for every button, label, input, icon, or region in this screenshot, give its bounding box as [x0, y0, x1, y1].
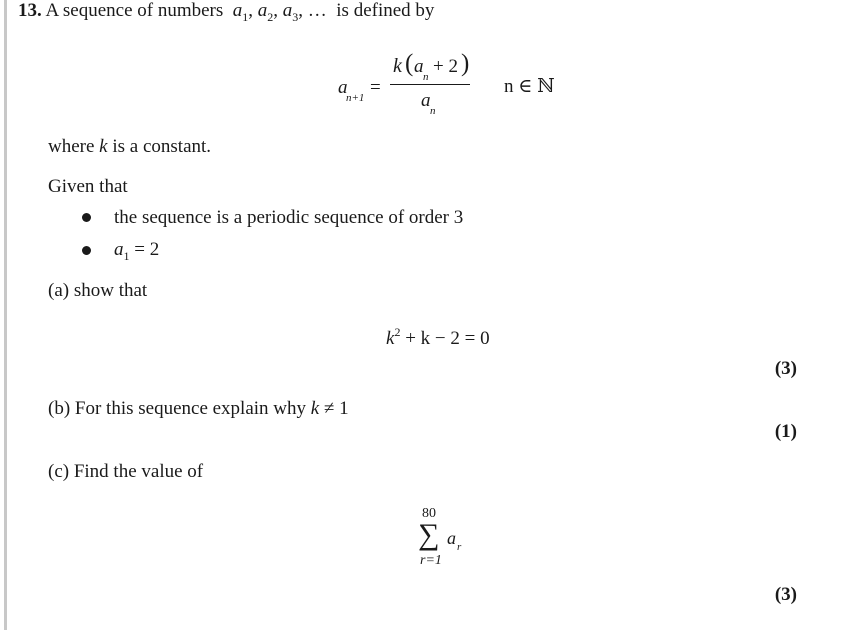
intro-prefix: A sequence of numbers [45, 0, 224, 21]
part-b-marks: (1) [774, 421, 797, 442]
domain-note: n ∈ ℕ [504, 76, 555, 97]
bullet-initial-term [114, 239, 159, 264]
sum-lower-limit: r=1 [420, 553, 442, 568]
part-b-label [48, 398, 349, 420]
sum-upper-limit: 80 [422, 506, 436, 521]
question-intro: 13. A sequence of numbers $a_1$, $a_2$, $a_3$, … is defined by [18, 0, 435, 24]
margin-rule [4, 0, 7, 630]
intro-ellipsis: … [307, 0, 327, 21]
numerator-plus-two: + 2 [433, 56, 458, 77]
constant-note-prefix: where [48, 136, 95, 157]
numerator-open-paren: ( [405, 50, 414, 77]
constant-note-var: k [99, 136, 108, 157]
denominator-sub: n [430, 105, 436, 117]
term-a1-sub: 1 [242, 10, 249, 24]
numerator-var: a [414, 56, 424, 77]
part-a-marks: (3) [774, 358, 797, 379]
term-a3-sub: 3 [292, 10, 299, 24]
part-a-equation [386, 325, 490, 350]
denominator-var: a [421, 90, 431, 111]
constant-note [48, 136, 211, 158]
numerator-close-paren: ) [461, 50, 470, 77]
part-a-label: (a) show that [48, 280, 148, 301]
equals-sign: = [370, 77, 381, 98]
part-b-var: k [310, 398, 320, 419]
bullet-initial-value: = 2 [134, 239, 160, 260]
question-number: 13. [18, 0, 42, 21]
sum-symbol: ∑ [418, 518, 440, 551]
bullet-initial-sub: 1 [123, 249, 130, 263]
term-a2-sub: 2 [267, 10, 274, 24]
numerator-sub: n [423, 71, 429, 83]
term-a1-var: a [232, 0, 243, 21]
constant-note-suffix: is a constant. [112, 136, 212, 157]
bullet-dot-1 [82, 213, 91, 222]
numerator-k: k [393, 55, 402, 77]
equation-rest: + k − 2 = 0 [405, 328, 490, 349]
bullet-initial-var: a [114, 239, 124, 260]
sum-term-sub: r [457, 541, 462, 553]
fraction-bar [390, 84, 470, 85]
term-a2-var: a [257, 0, 268, 21]
term-a3-var: a [282, 0, 293, 21]
part-b-prefix: (b) For this sequence explain why [48, 398, 307, 419]
bullet-periodic: the sequence is a periodic sequence of order 3 [114, 207, 464, 228]
part-c-marks: (3) [774, 584, 797, 605]
bullet-dot-2 [82, 246, 91, 255]
lhs-sub: n+1 [346, 92, 365, 104]
equation-k: k [386, 328, 395, 349]
part-c-label: (c) Find the value of [48, 461, 204, 482]
equation-exponent: 2 [394, 325, 401, 339]
intro-suffix: is defined by [336, 0, 435, 21]
part-b-suffix: ≠ 1 [323, 398, 349, 419]
given-heading: Given that [48, 176, 128, 197]
sum-term-var: a [447, 528, 456, 548]
lhs-var: a [338, 77, 348, 98]
